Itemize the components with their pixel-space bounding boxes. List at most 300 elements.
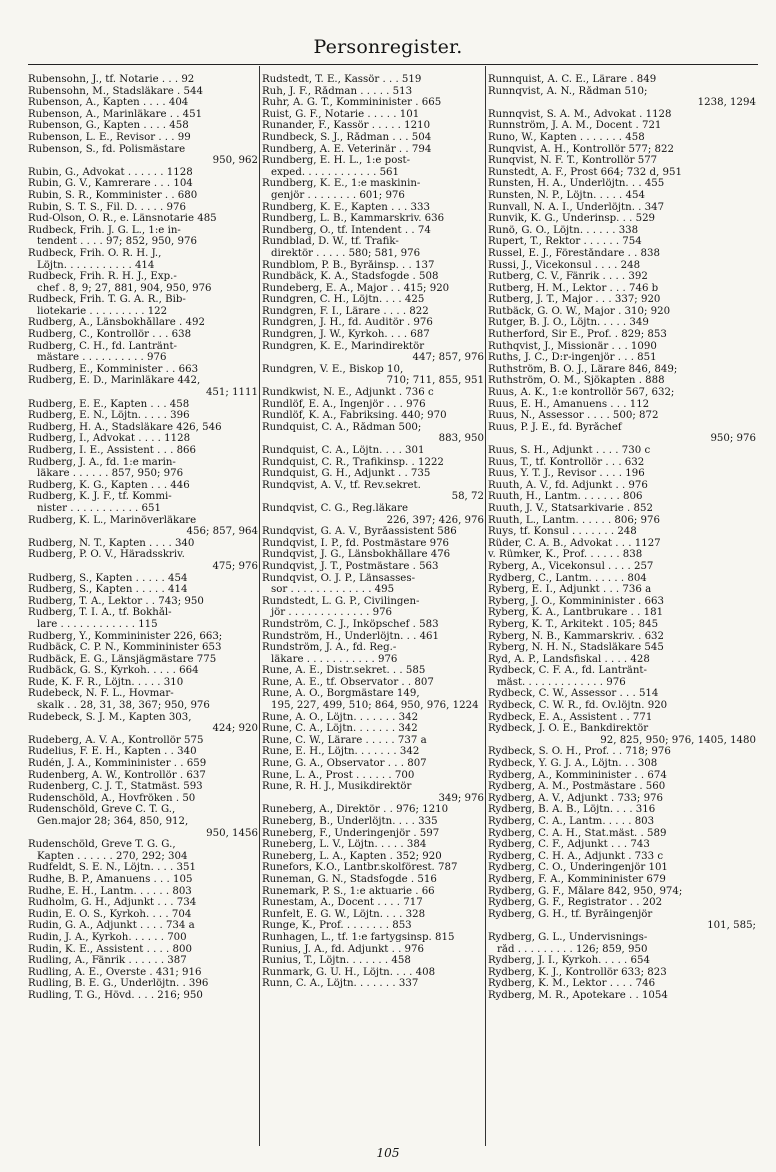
register-entry: [488, 144, 758, 156]
entry-text: Runemark, P. S., 1:e aktuarie . 66: [262, 885, 435, 897]
register-entry: [262, 955, 486, 967]
register-entry: [28, 515, 260, 527]
register-entry: [28, 642, 260, 654]
entry-text: Ruus, A. K., 1:e kontrollör 567, 632;: [488, 387, 675, 399]
entry-text: 226, 397; 426, 976: [386, 514, 484, 526]
entry-text: Ruths, J. C., D:r-ingenjör . . . 851: [488, 352, 657, 364]
register-entry: [262, 816, 486, 828]
register-entry: [262, 596, 486, 608]
entry-text: Rudberg, T. A., Lektor . . 743; 950: [28, 595, 204, 607]
entry-text: 451; 1111: [205, 387, 258, 399]
entry-text: Rudberg, I., Advokat . . . . 1128: [28, 433, 191, 445]
entry-text: Runsten, N. P., Löjtn. . . . . 454: [488, 189, 645, 201]
entry-text: Runeman, G. N., Stadsfogde . 516: [262, 873, 437, 885]
entry-text: Rudberg, K. L., Marinöverläkare: [28, 514, 197, 526]
entry-text: Rundlöf, K. A., Fabriksing. 440; 970: [262, 410, 447, 422]
entry-text: v. Rümker, K., Prof. . . . . . 838: [488, 549, 643, 561]
entry-text: Rydberg, C. H. A., Adjunkt . 733 c: [488, 850, 664, 862]
register-entry: [28, 236, 260, 248]
entry-text: Runo, W., Kapten . . . . . . . 458: [488, 131, 645, 143]
entry-text: liotekarie . . . . . . . . . 122: [37, 305, 168, 317]
entry-text: Rydberg, A. M., Postmästare . 560: [488, 781, 666, 793]
register-entry: [262, 155, 486, 167]
entry-text: Rudberg, I. E., Assistent . . . 866: [28, 445, 197, 456]
register-entry: [28, 317, 260, 329]
entry-text: råd . . . . . . . . . 126; 859, 950: [497, 943, 648, 955]
register-entry: [262, 735, 486, 747]
register-entry: [262, 271, 486, 283]
entry-text: Runeberg, F., Underingenjör . 597: [262, 827, 440, 839]
register-entry: [28, 758, 260, 770]
register-entry: [488, 839, 758, 851]
entry-text: Rundblad, D. W., tf. Trafik-: [262, 236, 399, 248]
register-entry: [262, 573, 486, 585]
register-entry: [262, 920, 486, 932]
entry-text: Rudberg, N. T., Kapten . . . . 340: [28, 537, 195, 549]
register-entry: [28, 445, 260, 457]
entry-text: Rudbäck, G. S., Kyrkoh. . . . . 664: [28, 665, 199, 677]
register-entry: [28, 306, 260, 318]
register-entry: [488, 410, 758, 422]
entry-text: Ruuth, A. V., fd. Adjunkt . . 976: [488, 479, 648, 491]
register-column-2: [262, 74, 486, 1140]
register-entry: [488, 804, 758, 816]
register-entry: [488, 955, 758, 967]
entry-text: Runnquist, A. C. E., Lärare . 849: [488, 74, 657, 85]
entry-text: Rundqvist, I. P., fd. Postmästare 976: [262, 537, 450, 549]
entry-text: Rud-Olson, O. R., e. Länsnotarie 485: [28, 213, 217, 225]
register-entry: [28, 410, 260, 422]
entry-text: Rundstedt, L. G. P., Civilingen-: [262, 595, 420, 607]
entry-text: chef . 8, 9; 27, 881, 904, 950, 976: [37, 282, 212, 294]
entry-text: Rundbäck, K. A., Stadsfogde . 508: [262, 271, 439, 283]
register-entry: [28, 920, 260, 932]
entry-text: Rudberg, E. N., Löjtn. . . . . 396: [28, 410, 190, 422]
entry-text: direktör . . . . . 580; 581, 976: [271, 247, 421, 259]
register-entry: [262, 120, 486, 132]
register-entry: [262, 480, 486, 492]
register-entry: [488, 526, 758, 538]
register-entry: [28, 862, 260, 874]
register-entry: [262, 654, 486, 666]
entry-text: läkare . . . . . . 857, 950; 976: [37, 468, 184, 480]
entry-text: Ruys, tf. Konsul . . . . . . . 248: [488, 526, 637, 538]
register-entry: [28, 109, 260, 121]
register-entry: [262, 178, 486, 190]
register-entry: [488, 422, 758, 434]
entry-text: Runmark, G. U. H., Löjtn. . . . 408: [262, 966, 436, 978]
entry-text: Rundgren, J. H., fd. Auditör . 976: [262, 317, 433, 329]
entry-text: Rundqvist, C. G., Reg.läkare: [262, 502, 408, 514]
entry-text: Rundquist, C. A., Rådman 500;: [262, 421, 422, 433]
register-entry: [488, 167, 758, 179]
entry-text: Runhagen, L., tf. 1:e fartygsinsp. 815: [262, 931, 455, 943]
entry-text: Russel, E. J., Föreståndare . . 838: [488, 247, 661, 259]
register-entry: [488, 271, 758, 283]
register-entry: [262, 712, 486, 724]
register-entry: [262, 793, 486, 805]
register-entry: [488, 190, 758, 202]
entry-text: Rydbeck, C. W. R., fd. Öv.löjtn. 920: [488, 700, 668, 712]
entry-text: jör . . . . . . . . . . . . . 976: [271, 607, 393, 619]
entry-text: Rubensohn, M., Stadsläkare . 544: [28, 85, 203, 97]
register-entry: [488, 735, 758, 747]
entry-text: Runstedt, A. F., Prost 664; 732 d, 951: [488, 166, 682, 178]
entry-text: Rudberg, T. I. A., tf. Bokhål-: [28, 607, 172, 619]
entry-text: Ruus, T., tf. Kontrollör . . . 632: [488, 456, 645, 468]
register-entry: [488, 549, 758, 561]
register-entry: [28, 283, 260, 295]
register-entry: [488, 874, 758, 886]
entry-text: Rudberg, H. A., Stadsläkare 426, 546: [28, 421, 222, 433]
entry-text: 456; 857, 964: [186, 526, 258, 538]
entry-text: Ruus, Y. T. J., Revisor . . . . 196: [488, 468, 645, 480]
entry-text: Rubin, G. V., Kamrerare . . . 104: [28, 178, 193, 190]
register-entry: [488, 445, 758, 457]
entry-text: Rydberg, K. M., Lektor . . . . 746: [488, 978, 656, 990]
register-entry: [488, 746, 758, 758]
register-entry: [28, 422, 260, 434]
entry-text: Rune, C. A., Löjtn. . . . . . . 342: [262, 723, 418, 735]
register-entry: [488, 642, 758, 654]
header-rule: [28, 64, 758, 65]
register-entry: [488, 480, 758, 492]
entry-text: Rudin, K. E., Assistent . . . . 800: [28, 943, 192, 955]
register-entry: [488, 248, 758, 260]
register-entry: [262, 306, 486, 318]
register-entry: [262, 375, 486, 387]
entry-text: Rundqvist, J. T., Postmästare . 563: [262, 560, 439, 572]
register-entry: [488, 225, 758, 237]
entry-text: Rundgren, F. I., Lärare . . . . 822: [262, 305, 429, 317]
entry-text: Rudstedt, T. E., Kassör . . . 519: [262, 74, 422, 85]
entry-text: mäst. . . . . . . . . . . . . 976: [497, 676, 626, 688]
entry-text: Löjtn. . . . . . . . . . . 414: [37, 259, 155, 271]
entry-text: Rutbäck, G. O. W., Major . 310; 920: [488, 305, 671, 317]
entry-text: Rydbeck, C. F. A., fd. Lantränt-: [488, 665, 647, 677]
register-entry: [488, 341, 758, 353]
entry-text: Rudholm, G. H., Adjunkt . . . 734: [28, 897, 197, 909]
register-entry: [28, 213, 260, 225]
entry-text: nister . . . . . . . . . . . 651: [37, 502, 161, 514]
register-entry: [488, 978, 758, 990]
entry-text: Rudling, T. G., Hövd. . . . 216; 950: [28, 989, 203, 1001]
entry-text: Runefors, K.O., Lantbr.skolförest. 787: [262, 862, 458, 874]
register-entry: [262, 236, 486, 248]
entry-text: Rudberg, C. H., fd. Lantränt-: [28, 340, 177, 352]
entry-text: 710; 711, 855, 951: [386, 375, 484, 387]
entry-text: Rudbäck, C. P. N., Kommininister 653: [28, 642, 222, 654]
register-entry: [262, 433, 486, 445]
register-entry: [488, 770, 758, 782]
register-entry: [28, 364, 260, 376]
register-entry: [262, 202, 486, 214]
entry-text: Rydberg, G. L., Undervisnings-: [488, 931, 648, 943]
entry-text: Rundlöf, E. A., Ingenjör . . . 976: [262, 398, 426, 410]
register-entry: [488, 283, 758, 295]
entry-text: Rydbeck, J. O. E., Bankdirektör: [488, 723, 649, 735]
register-entry: [262, 352, 486, 364]
entry-text: Rutherford, Sir E., Prof. . 829; 853: [488, 329, 667, 341]
entry-text: Rundqvist, O. J. P., Länsasses-: [262, 572, 416, 584]
register-entry: [262, 248, 486, 260]
register-entry: [28, 260, 260, 272]
register-entry: [262, 978, 486, 990]
entry-text: Rundquist, C. A., Löjtn. . . . 301: [262, 445, 425, 456]
entry-text: Rudberg, A., Länsbokhållare . 492: [28, 317, 205, 329]
register-entry: [488, 97, 758, 109]
entry-text: Runfelt, E. G. W., Löjtn. . . . 328: [262, 908, 426, 920]
entry-text: Rundkwist, N. E., Adjunkt . 736 c: [262, 387, 434, 399]
register-entry: [262, 932, 486, 944]
register-entry: [28, 735, 260, 747]
entry-text: Rudbeck, Frih. J. G. L., 1:e in-: [28, 224, 181, 236]
entry-text: Ryberg, N. B., Kammarskriv. . 632: [488, 630, 665, 642]
register-entry: [28, 874, 260, 886]
entry-text: Rudin, E. O. S., Kyrkoh. . . . 704: [28, 908, 192, 920]
entry-text: Rune, A. O., Borgmästare 149,: [262, 688, 420, 700]
entry-text: Rydberg, C. A. H., Stat.mäst. . 589: [488, 827, 667, 839]
register-entry: [262, 967, 486, 979]
register-entry: [262, 839, 486, 851]
entry-text: Rundbeck, S. J., Rådman . . . 504: [262, 131, 432, 143]
register-entry: [28, 97, 260, 109]
register-entry: [488, 862, 758, 874]
register-entry: [28, 503, 260, 515]
entry-text: Rundberg, K. E., 1:e maskinin-: [262, 178, 421, 190]
register-entry: [488, 700, 758, 712]
entry-text: Rydbeck, C. W., Assessor . . . 514: [488, 688, 659, 700]
register-entry: [488, 132, 758, 144]
entry-text: Rudenschöld, Greve T. G. G.,: [28, 839, 176, 851]
register-entry: [488, 584, 758, 596]
entry-text: Rutberg, J. T., Major . . . 337; 920: [488, 294, 661, 306]
entry-text: Rune, C. W., Lärare . . . . . 737 a: [262, 734, 427, 746]
register-entry: [488, 932, 758, 944]
entry-text: Rudhe, B. P., Amanuens . . . 105: [28, 873, 193, 885]
register-entry: [262, 283, 486, 295]
register-entry: [488, 688, 758, 700]
entry-text: Rudén, J. A., Kommininister . . 659: [28, 758, 207, 770]
entry-text: Rydberg, G. H., tf. Byråingenjör: [488, 908, 653, 920]
entry-text: Rundqvist, A. V., tf. Rev.sekret.: [262, 479, 421, 491]
entry-text: Ruthström, O. M., Sjökapten . 888: [488, 375, 665, 387]
register-entry: [488, 503, 758, 515]
register-entry: [488, 712, 758, 724]
register-entry: [262, 781, 486, 793]
register-entry: [488, 155, 758, 167]
entry-text: Rubin, S. T. S., Fil. D. . . . . 976: [28, 201, 186, 213]
entry-text: Rydberg, K. J., Kontrollör 633; 823: [488, 966, 667, 978]
register-entry: [488, 260, 758, 272]
entry-text: Runeberg, A., Direktör . . 976; 1210: [262, 804, 449, 816]
register-entry: [28, 387, 260, 399]
register-entry: [28, 457, 260, 469]
entry-text: Rundqvist, J. G., Länsbokhållare 476: [262, 549, 451, 561]
register-entry: [28, 341, 260, 353]
entry-text: Rundberg, A. E. Veterinär . . 794: [262, 143, 432, 155]
entry-text: Rudberg, S., Kapten . . . . . 454: [28, 572, 188, 584]
register-entry: [488, 306, 758, 318]
register-entry: [28, 86, 260, 98]
entry-text: Ruus, E. H., Amanuens . . . 112: [488, 398, 650, 410]
entry-text: Runius, T., Löjtn. . . . . . . 458: [262, 955, 411, 967]
register-entry: [488, 375, 758, 387]
entry-text: Rubenson, A., Marinläkare . . 451: [28, 108, 203, 120]
entry-text: Rudberg, P. O. V., Häradsskriv.: [28, 549, 185, 561]
register-entry: [28, 654, 260, 666]
entry-text: Rune, R. H. J., Musikdirektör: [262, 781, 412, 793]
register-entry: [28, 619, 260, 631]
register-entry: [28, 955, 260, 967]
entry-text: Rudling, B. E. G., Underlöjtn. . 396: [28, 978, 209, 990]
entry-text: Rutberg, C. V., Fänrik . . . . 392: [488, 271, 648, 283]
register-entry: [28, 549, 260, 561]
entry-text: Rundberg, O., tf. Intendent . . 74: [262, 224, 431, 236]
register-entry: [488, 329, 758, 341]
register-entry: [262, 526, 486, 538]
entry-text: tendent . . . . 97; 852, 950, 976: [37, 236, 197, 248]
register-entry: [488, 920, 758, 932]
entry-text: Rundqvist, G. A. V., Byråassistent 586: [262, 526, 457, 538]
entry-text: 101, 585;: [707, 920, 756, 932]
register-entry: [262, 260, 486, 272]
entry-text: läkare . . . . . . . . . . . 976: [271, 653, 398, 665]
entry-text: genjör . . . . . . . . 601; 976: [271, 189, 405, 201]
entry-text: Rydberg, J. I., Kyrkoh. . . . . 654: [488, 955, 650, 967]
register-entry: [28, 271, 260, 283]
entry-text: Ruuth, H., Lantm. . . . . . . 806: [488, 491, 643, 503]
register-entry: [262, 74, 486, 86]
entry-text: Rudin, J. A., Kyrkoh. . . . . . 700: [28, 931, 187, 943]
register-entry: [262, 538, 486, 550]
register-entry: [28, 433, 260, 445]
entry-text: Runeberg, L. V., Löjtn. . . . . 384: [262, 839, 427, 851]
entry-text: Rune, L. A., Prost . . . . . . 700: [262, 769, 415, 781]
register-entry: [262, 631, 486, 643]
entry-text: Ryberg, K. A., Lantbrukare . . 181: [488, 607, 664, 619]
register-entry: [488, 515, 758, 527]
entry-text: Rutberg, H. M., Lektor . . . 746 b: [488, 282, 659, 294]
register-entry: [28, 248, 260, 260]
register-entry: [28, 375, 260, 387]
entry-text: Rubenson, L. E., Revisor . . . 99: [28, 131, 191, 143]
entry-text: Runeberg, L. A., Kapten . 352; 920: [262, 850, 442, 862]
entry-text: 950; 976: [710, 433, 756, 445]
register-entry: [28, 770, 260, 782]
register-entry: [488, 723, 758, 735]
entry-text: Ruthqvist, J., Missionär . . . 1090: [488, 340, 657, 352]
entry-text: Rune, A. E., Distr.sekret. . . 585: [262, 665, 426, 677]
entry-text: Rutger, B. J. O., Löjtn. . . . . 349: [488, 317, 649, 329]
entry-text: 92, 825, 950; 976, 1405, 1480: [600, 734, 756, 746]
register-entry: [28, 144, 260, 156]
register-entry: [488, 990, 758, 1002]
entry-text: Rydberg, A. V., Adjunkt . 733; 976: [488, 792, 664, 804]
register-entry: [262, 468, 486, 480]
register-entry: [262, 851, 486, 863]
entry-text: Rudberg, Y., Kommininister 226, 663;: [28, 630, 223, 642]
register-entry: [28, 225, 260, 237]
entry-text: Runö, G. O., Löjtn. . . . . . 338: [488, 224, 639, 236]
entry-text: Runnqvist, S. A. M., Advokat . 1128: [488, 108, 672, 120]
register-entry: [262, 665, 486, 677]
entry-text: Rudfeldt, S. E. N., Löjtn. . . . 351: [28, 862, 196, 874]
register-entry: [262, 828, 486, 840]
register-entry: [28, 793, 260, 805]
entry-text: Rydbeck, Y. G. J. A., Löjtn. . . 308: [488, 758, 658, 770]
register-entry: [28, 990, 260, 1002]
register-entry: [488, 387, 758, 399]
entry-text: Gen.major 28; 364, 850, 912,: [37, 816, 189, 827]
entry-text: Rudberg, E. D., Marinläkare 442,: [28, 375, 201, 387]
register-entry: [28, 584, 260, 596]
register-entry: [262, 457, 486, 469]
register-entry: [262, 688, 486, 700]
register-entry: [28, 294, 260, 306]
register-entry: [262, 677, 486, 689]
register-entry: [262, 97, 486, 109]
entry-text: Rudhe, E. H., Lantm. . . . . . 803: [28, 885, 192, 897]
register-entry: [488, 781, 758, 793]
entry-text: Rupert, T., Rektor . . . . . . 754: [488, 236, 642, 248]
entry-text: Runius, J. A., fd. Adjunkt . . 976: [262, 943, 424, 955]
register-entry: [262, 317, 486, 329]
register-entry: [262, 329, 486, 341]
entry-text: Rudbeck, Frih. T. G. A. R., Bib-: [28, 294, 186, 306]
register-entry: [28, 491, 260, 503]
entry-text: exped. . . . . . . . . . . . 561: [271, 166, 400, 178]
entry-text: Rubenson, A., Kapten . . . . 404: [28, 97, 189, 109]
register-entry: [488, 596, 758, 608]
register-entry: [28, 978, 260, 990]
register-entry: [28, 561, 260, 573]
register-entry: [262, 549, 486, 561]
register-entry: [28, 538, 260, 550]
register-entry: [28, 596, 260, 608]
register-entry: [488, 433, 758, 445]
register-entry: [28, 167, 260, 179]
register-entry: [488, 468, 758, 480]
register-entry: [262, 944, 486, 956]
entry-text: Rudbeck, Frih. O. R. H. J.,: [28, 247, 162, 259]
register-entry: [488, 909, 758, 921]
register-entry: [488, 457, 758, 469]
register-entry: [28, 886, 260, 898]
register-entry: [262, 561, 486, 573]
register-entry: [488, 202, 758, 214]
entry-text: Rundström, J. A., fd. Reg.-: [262, 642, 397, 654]
entry-text: Rudberg, E. E., Kapten . . . 458: [28, 398, 190, 410]
register-entry: [262, 132, 486, 144]
entry-text: Rudin, G. A., Adjunkt . . . . 734 a: [28, 920, 195, 932]
entry-text: Runge, K., Prof. . . . . . . . 853: [262, 920, 412, 932]
entry-text: Rundblom, P. B., Byråinsp. . . 137: [262, 259, 435, 271]
entry-text: Rundberg, E. H. L., 1:e post-: [262, 155, 411, 167]
register-entry: [28, 155, 260, 167]
entry-text: Rune, A. E., tf. Observator . . 807: [262, 676, 434, 688]
register-entry: [28, 828, 260, 840]
entry-text: Runeberg, B., Underlöjtn. . . . 335: [262, 816, 438, 827]
entry-text: Rudbäck, E. G., Länsjägmästare 775: [28, 653, 217, 665]
register-entry: [28, 120, 260, 132]
register-entry: [28, 399, 260, 411]
register-entry: [28, 816, 260, 828]
register-column-1: [28, 74, 260, 1140]
entry-text: Rubin, G., Advokat . . . . . . 1128: [28, 166, 193, 178]
entry-text: Runn, C. A., Löjtn. . . . . . . 337: [262, 978, 419, 990]
entry-text: 950, 962: [212, 155, 258, 167]
